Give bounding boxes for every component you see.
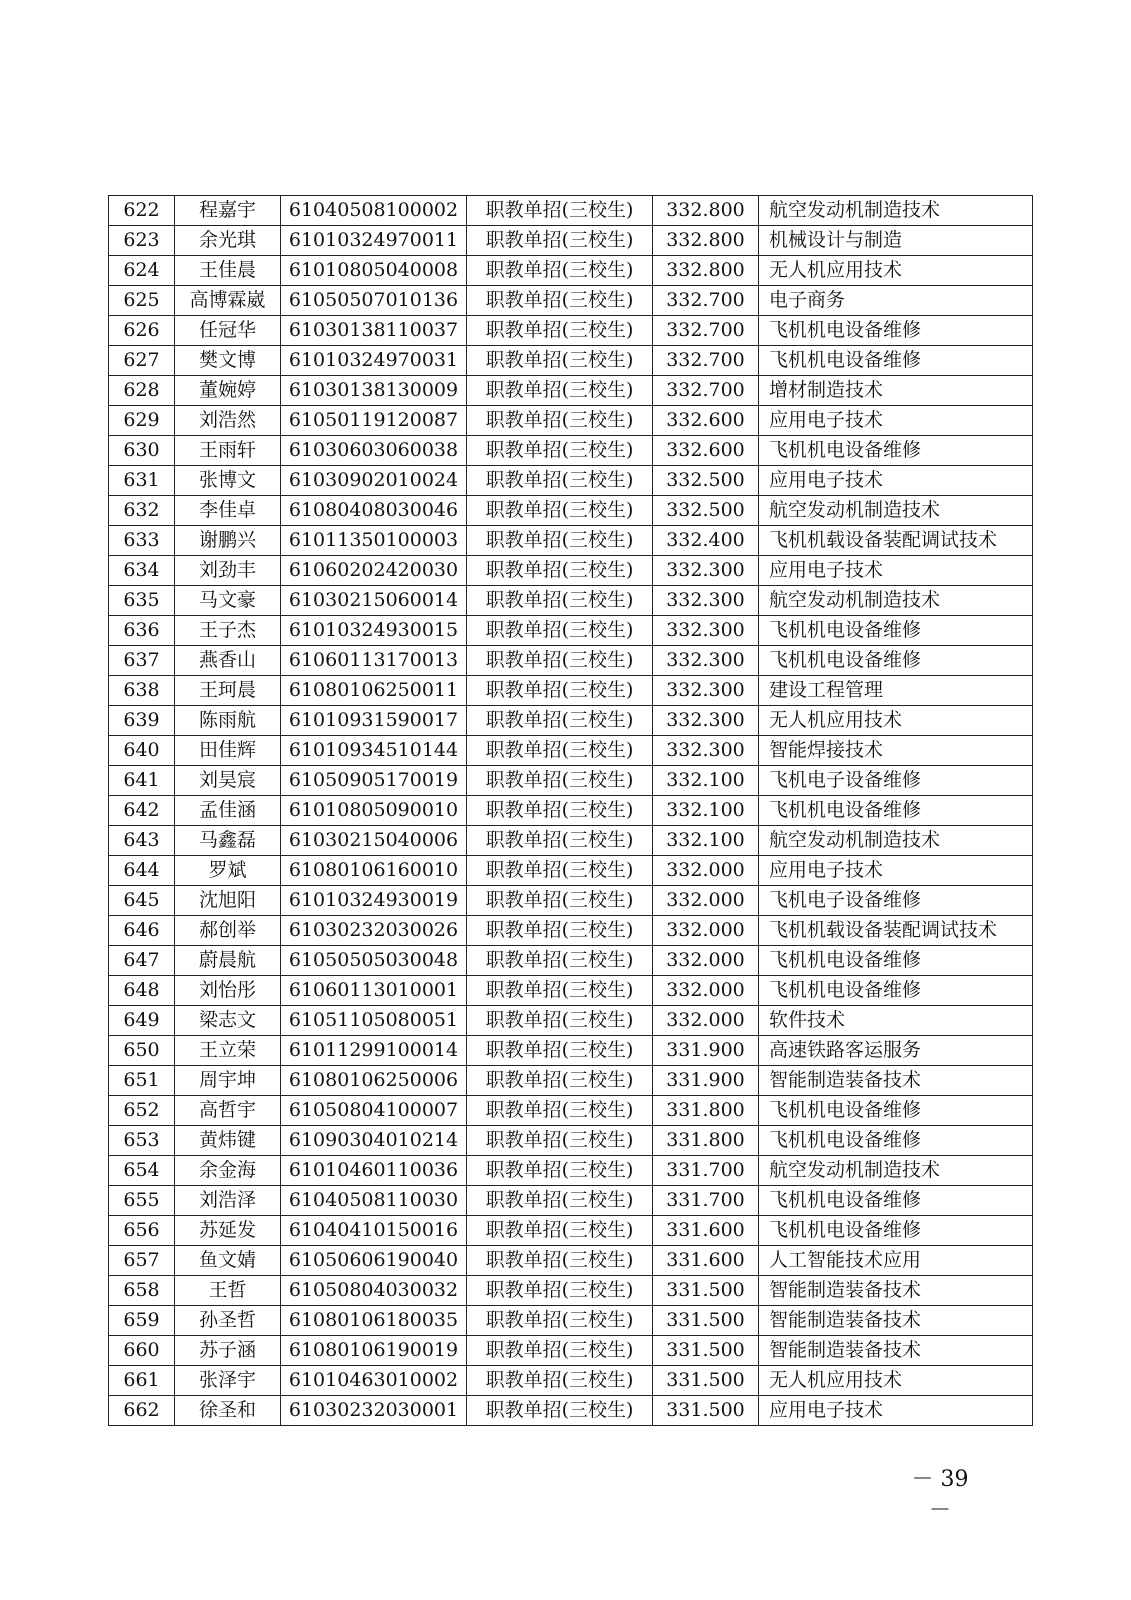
admission-type-cell: 职教单招(三校生) [467,646,653,676]
name-cell: 李佳卓 [175,496,281,526]
major-cell: 高速铁路客运服务 [759,1036,1033,1066]
admission-type-cell: 职教单招(三校生) [467,976,653,1006]
name-cell: 王立荣 [175,1036,281,1066]
table-row [109,616,1033,646]
exam-id-cell: 61010460110036 [281,1156,467,1186]
rank-cell: 658 [109,1276,175,1306]
score-cell: 332.800 [653,226,759,256]
score-cell: 332.300 [653,676,759,706]
name-cell: 刘劲丰 [175,556,281,586]
exam-id-cell: 61050804030032 [281,1276,467,1306]
score-cell: 331.500 [653,1366,759,1396]
exam-id-cell: 61051105080051 [281,1006,467,1036]
name-cell: 任冠华 [175,316,281,346]
table-row [109,646,1033,676]
exam-id-cell: 61050505030048 [281,946,467,976]
exam-id-cell: 61080408030046 [281,496,467,526]
admission-type-cell: 职教单招(三校生) [467,886,653,916]
score-cell: 332.700 [653,346,759,376]
table-row [109,796,1033,826]
score-cell: 332.700 [653,316,759,346]
table-row [109,1096,1033,1126]
major-cell: 飞机电子设备维修 [759,766,1033,796]
table-row [109,1036,1033,1066]
name-cell: 罗斌 [175,856,281,886]
name-cell: 孟佳涵 [175,796,281,826]
rank-cell: 636 [109,616,175,646]
exam-id-cell: 61010463010002 [281,1366,467,1396]
rank-cell: 652 [109,1096,175,1126]
exam-id-cell: 61050119120087 [281,406,467,436]
major-cell: 软件技术 [759,1006,1033,1036]
score-cell: 332.000 [653,886,759,916]
table-row [109,1276,1033,1306]
score-cell: 332.400 [653,526,759,556]
major-cell: 飞机机电设备维修 [759,1216,1033,1246]
score-cell: 332.800 [653,196,759,226]
rank-cell: 647 [109,946,175,976]
score-cell: 331.500 [653,1276,759,1306]
table-row [109,526,1033,556]
table-row [109,1126,1033,1156]
name-cell: 徐圣和 [175,1396,281,1426]
score-cell: 332.600 [653,436,759,466]
name-cell: 高哲宇 [175,1096,281,1126]
name-cell: 张泽宇 [175,1366,281,1396]
table-row [109,736,1033,766]
score-cell: 332.600 [653,406,759,436]
admission-type-cell: 职教单招(三校生) [467,286,653,316]
major-cell: 飞机机电设备维修 [759,1126,1033,1156]
major-cell: 航空发动机制造技术 [759,826,1033,856]
table-row [109,916,1033,946]
admission-type-cell: 职教单招(三校生) [467,1036,653,1066]
major-cell: 机械设计与制造 [759,226,1033,256]
major-cell: 无人机应用技术 [759,706,1033,736]
exam-id-cell: 61090304010214 [281,1126,467,1156]
major-cell: 飞机机电设备维修 [759,1096,1033,1126]
name-cell: 刘浩然 [175,406,281,436]
admission-type-cell: 职教单招(三校生) [467,496,653,526]
rank-cell: 648 [109,976,175,1006]
score-cell: 332.000 [653,1006,759,1036]
name-cell: 余光琪 [175,226,281,256]
table-row [109,286,1033,316]
major-cell: 飞机机电设备维修 [759,946,1033,976]
name-cell: 马鑫磊 [175,826,281,856]
admission-type-cell: 职教单招(三校生) [467,616,653,646]
admission-type-cell: 职教单招(三校生) [467,1216,653,1246]
major-cell: 智能制造装备技术 [759,1066,1033,1096]
rank-cell: 645 [109,886,175,916]
major-cell: 航空发动机制造技术 [759,586,1033,616]
name-cell: 梁志文 [175,1006,281,1036]
name-cell: 王子杰 [175,616,281,646]
table-row [109,1186,1033,1216]
exam-id-cell: 61011299100014 [281,1036,467,1066]
score-cell: 332.300 [653,556,759,586]
exam-id-cell: 61050606190040 [281,1246,467,1276]
name-cell: 沈旭阳 [175,886,281,916]
exam-id-cell: 61080106160010 [281,856,467,886]
major-cell: 飞机机电设备维修 [759,646,1033,676]
rank-cell: 642 [109,796,175,826]
major-cell: 飞机机电设备维修 [759,616,1033,646]
rank-cell: 635 [109,586,175,616]
name-cell: 王哲 [175,1276,281,1306]
admission-type-cell: 职教单招(三校生) [467,556,653,586]
admission-type-cell: 职教单招(三校生) [467,466,653,496]
rank-cell: 623 [109,226,175,256]
table-row [109,1006,1033,1036]
admission-type-cell: 职教单招(三校生) [467,1096,653,1126]
rank-cell: 634 [109,556,175,586]
name-cell: 余金海 [175,1156,281,1186]
name-cell: 刘昊宸 [175,766,281,796]
table-row [109,256,1033,286]
score-cell: 331.600 [653,1216,759,1246]
rank-cell: 640 [109,736,175,766]
name-cell: 苏延发 [175,1216,281,1246]
admission-type-cell: 职教单招(三校生) [467,1276,653,1306]
rank-cell: 646 [109,916,175,946]
admission-type-cell: 职教单招(三校生) [467,1066,653,1096]
rank-cell: 632 [109,496,175,526]
rank-cell: 649 [109,1006,175,1036]
name-cell: 周宇坤 [175,1066,281,1096]
rank-cell: 660 [109,1336,175,1366]
admission-type-cell: 职教单招(三校生) [467,946,653,976]
admission-type-cell: 职教单招(三校生) [467,256,653,286]
table-body [109,196,1033,1426]
major-cell: 航空发动机制造技术 [759,196,1033,226]
major-cell: 飞机机电设备维修 [759,316,1033,346]
table-row [109,226,1033,256]
rank-cell: 651 [109,1066,175,1096]
admission-type-cell: 职教单招(三校生) [467,856,653,886]
admission-type-cell: 职教单招(三校生) [467,586,653,616]
name-cell: 孙圣哲 [175,1306,281,1336]
name-cell: 马文豪 [175,586,281,616]
score-cell: 331.700 [653,1156,759,1186]
major-cell: 飞机机载设备装配调试技术 [759,526,1033,556]
score-cell: 331.600 [653,1246,759,1276]
rank-cell: 625 [109,286,175,316]
name-cell: 张博文 [175,466,281,496]
admission-type-cell: 职教单招(三校生) [467,346,653,376]
admission-type-cell: 职教单招(三校生) [467,1306,653,1336]
exam-id-cell: 61080106250006 [281,1066,467,1096]
rank-cell: 626 [109,316,175,346]
table-row [109,976,1033,1006]
table-row [109,856,1033,886]
exam-id-cell: 61030215040006 [281,826,467,856]
admission-type-cell: 职教单招(三校生) [467,1396,653,1426]
score-cell: 331.900 [653,1036,759,1066]
name-cell: 陈雨航 [175,706,281,736]
table-row [109,1216,1033,1246]
name-cell: 黄炜键 [175,1126,281,1156]
admission-type-cell: 职教单招(三校生) [467,826,653,856]
name-cell: 刘浩泽 [175,1186,281,1216]
rank-cell: 656 [109,1216,175,1246]
rank-cell: 627 [109,346,175,376]
name-cell: 燕香山 [175,646,281,676]
major-cell: 电子商务 [759,286,1033,316]
score-cell: 332.500 [653,466,759,496]
exam-id-cell: 61040410150016 [281,1216,467,1246]
table-row [109,1336,1033,1366]
major-cell: 航空发动机制造技术 [759,496,1033,526]
exam-id-cell: 61050905170019 [281,766,467,796]
admission-type-cell: 职教单招(三校生) [467,676,653,706]
exam-id-cell: 61010805040008 [281,256,467,286]
admission-type-cell: 职教单招(三校生) [467,526,653,556]
rank-cell: 654 [109,1156,175,1186]
major-cell: 智能制造装备技术 [759,1336,1033,1366]
rank-cell: 643 [109,826,175,856]
major-cell: 智能制造装备技术 [759,1306,1033,1336]
rank-cell: 662 [109,1396,175,1426]
exam-id-cell: 61030902010024 [281,466,467,496]
exam-id-cell: 61030138130009 [281,376,467,406]
major-cell: 航空发动机制造技术 [759,1156,1033,1186]
score-cell: 332.700 [653,286,759,316]
major-cell: 应用电子技术 [759,1396,1033,1426]
name-cell: 王佳晨 [175,256,281,286]
rank-cell: 622 [109,196,175,226]
major-cell: 应用电子技术 [759,556,1033,586]
table-row [109,496,1033,526]
major-cell: 飞机机电设备维修 [759,436,1033,466]
admission-type-cell: 职教单招(三校生) [467,226,653,256]
rank-cell: 661 [109,1366,175,1396]
table-row [109,1366,1033,1396]
name-cell: 樊文博 [175,346,281,376]
table-row [109,676,1033,706]
major-cell: 飞机机电设备维修 [759,976,1033,1006]
admission-type-cell: 职教单招(三校生) [467,766,653,796]
score-cell: 332.700 [653,376,759,406]
exam-id-cell: 61050507010136 [281,286,467,316]
major-cell: 应用电子技术 [759,466,1033,496]
table-row [109,586,1033,616]
score-cell: 331.500 [653,1336,759,1366]
rank-cell: 631 [109,466,175,496]
name-cell: 王雨轩 [175,436,281,466]
major-cell: 飞机电子设备维修 [759,886,1033,916]
table-row [109,436,1033,466]
rank-cell: 657 [109,1246,175,1276]
score-cell: 332.300 [653,616,759,646]
name-cell: 郝创举 [175,916,281,946]
page-number: － 39 － [911,1467,969,1523]
table-row [109,346,1033,376]
score-cell: 331.800 [653,1096,759,1126]
major-cell: 人工智能技术应用 [759,1246,1033,1276]
rank-cell: 650 [109,1036,175,1066]
exam-id-cell: 61040508110030 [281,1186,467,1216]
exam-id-cell: 61080106180035 [281,1306,467,1336]
table-row [109,376,1033,406]
score-cell: 332.300 [653,586,759,616]
table-row [109,1246,1033,1276]
exam-id-cell: 61010934510144 [281,736,467,766]
score-cell: 332.000 [653,916,759,946]
rank-cell: 629 [109,406,175,436]
name-cell: 谢鹏兴 [175,526,281,556]
rank-cell: 644 [109,856,175,886]
name-cell: 蔚晨航 [175,946,281,976]
name-cell: 刘怡彤 [175,976,281,1006]
exam-id-cell: 61050804100007 [281,1096,467,1126]
table-row [109,886,1033,916]
exam-id-cell: 61010931590017 [281,706,467,736]
score-cell: 332.300 [653,736,759,766]
admission-type-cell: 职教单招(三校生) [467,1006,653,1036]
rank-cell: 633 [109,526,175,556]
name-cell: 高博霖崴 [175,286,281,316]
admission-type-cell: 职教单招(三校生) [467,436,653,466]
exam-id-cell: 61060113010001 [281,976,467,1006]
major-cell: 飞机机载设备装配调试技术 [759,916,1033,946]
admission-type-cell: 职教单招(三校生) [467,1246,653,1276]
exam-id-cell: 61080106190019 [281,1336,467,1366]
table-row [109,766,1033,796]
score-cell: 332.000 [653,856,759,886]
table-row [109,406,1033,436]
exam-id-cell: 61011350100003 [281,526,467,556]
name-cell: 王珂晨 [175,676,281,706]
admission-results-table [108,195,1033,1426]
exam-id-cell: 61010324970011 [281,226,467,256]
score-cell: 332.300 [653,646,759,676]
exam-id-cell: 61030603060038 [281,436,467,466]
name-cell: 鱼文婧 [175,1246,281,1276]
rank-cell: 637 [109,646,175,676]
score-cell: 332.800 [653,256,759,286]
admission-type-cell: 职教单招(三校生) [467,376,653,406]
score-cell: 332.300 [653,706,759,736]
table-row [109,466,1033,496]
major-cell: 无人机应用技术 [759,256,1033,286]
name-cell: 苏子涵 [175,1336,281,1366]
major-cell: 建设工程管理 [759,676,1033,706]
major-cell: 智能制造装备技术 [759,1276,1033,1306]
exam-id-cell: 61060202420030 [281,556,467,586]
score-cell: 332.100 [653,796,759,826]
score-cell: 331.900 [653,1066,759,1096]
exam-id-cell: 61010805090010 [281,796,467,826]
score-cell: 331.700 [653,1186,759,1216]
table-row [109,1066,1033,1096]
admission-type-cell: 职教单招(三校生) [467,736,653,766]
admission-type-cell: 职教单招(三校生) [467,316,653,346]
admission-type-cell: 职教单招(三校生) [467,1186,653,1216]
rank-cell: 655 [109,1186,175,1216]
rank-cell: 628 [109,376,175,406]
exam-id-cell: 61010324930015 [281,616,467,646]
score-cell: 332.500 [653,496,759,526]
rank-cell: 659 [109,1306,175,1336]
admission-type-cell: 职教单招(三校生) [467,1156,653,1186]
exam-id-cell: 61030232030001 [281,1396,467,1426]
exam-id-cell: 61030232030026 [281,916,467,946]
exam-id-cell: 61040508100002 [281,196,467,226]
rank-cell: 639 [109,706,175,736]
rank-cell: 641 [109,766,175,796]
table-row [109,1156,1033,1186]
major-cell: 应用电子技术 [759,406,1033,436]
major-cell: 飞机机电设备维修 [759,796,1033,826]
major-cell: 无人机应用技术 [759,1366,1033,1396]
admission-type-cell: 职教单招(三校生) [467,1366,653,1396]
admission-type-cell: 职教单招(三校生) [467,196,653,226]
major-cell: 飞机机电设备维修 [759,346,1033,376]
table-row [109,826,1033,856]
score-cell: 331.500 [653,1306,759,1336]
score-cell: 331.800 [653,1126,759,1156]
table-row [109,946,1033,976]
score-cell: 331.500 [653,1396,759,1426]
admission-type-cell: 职教单招(三校生) [467,706,653,736]
rank-cell: 630 [109,436,175,466]
name-cell: 田佳辉 [175,736,281,766]
rank-cell: 653 [109,1126,175,1156]
admission-type-cell: 职教单招(三校生) [467,1336,653,1366]
table-row [109,556,1033,586]
table-row [109,1306,1033,1336]
table-row [109,1396,1033,1426]
major-cell: 应用电子技术 [759,856,1033,886]
admission-type-cell: 职教单招(三校生) [467,796,653,826]
score-cell: 332.000 [653,946,759,976]
score-cell: 332.100 [653,766,759,796]
rank-cell: 624 [109,256,175,286]
admission-type-cell: 职教单招(三校生) [467,406,653,436]
major-cell: 飞机机电设备维修 [759,1186,1033,1216]
exam-id-cell: 61010324930019 [281,886,467,916]
major-cell: 增材制造技术 [759,376,1033,406]
score-cell: 332.000 [653,976,759,1006]
exam-id-cell: 61060113170013 [281,646,467,676]
table-row [109,316,1033,346]
score-cell: 332.100 [653,826,759,856]
exam-id-cell: 61080106250011 [281,676,467,706]
name-cell: 程嘉宇 [175,196,281,226]
table-row [109,706,1033,736]
exam-id-cell: 61030138110037 [281,316,467,346]
admission-type-cell: 职教单招(三校生) [467,1126,653,1156]
admission-type-cell: 职教单招(三校生) [467,916,653,946]
rank-cell: 638 [109,676,175,706]
table-row [109,196,1033,226]
major-cell: 智能焊接技术 [759,736,1033,766]
name-cell: 董婉婷 [175,376,281,406]
exam-id-cell: 61010324970031 [281,346,467,376]
exam-id-cell: 61030215060014 [281,586,467,616]
